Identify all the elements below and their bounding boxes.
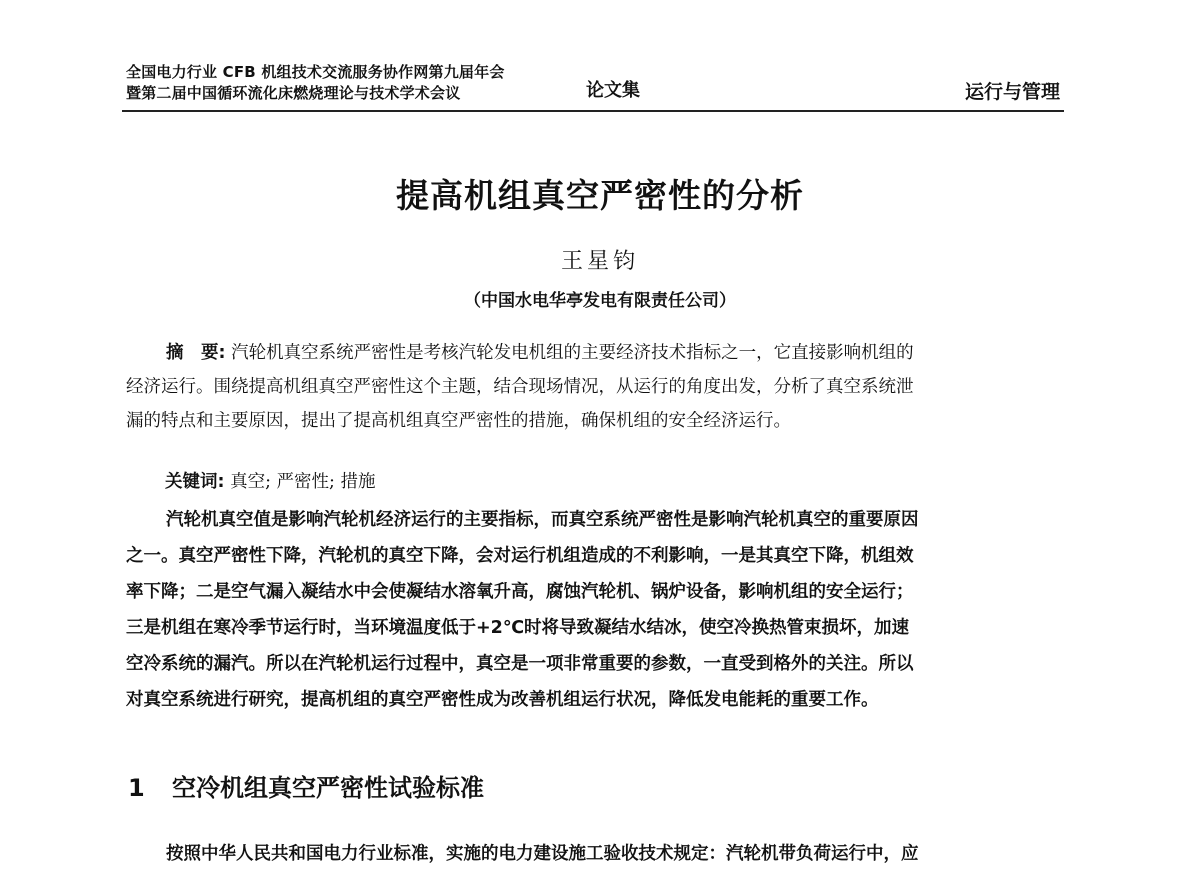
section-paragraph: [126, 836, 1066, 872]
author-affiliation: （中国水电华亭发电有限责任公司）: [464, 291, 736, 311]
keywords: [165, 468, 376, 493]
section-number: 1: [128, 774, 145, 802]
abstract-line: 漏的特点和主要原因，提出了提高机组真空严密性的措施，确保机组的安全经济运行。: [126, 411, 791, 431]
abstract: [126, 336, 1066, 438]
abstract-label: 摘 要:: [166, 343, 226, 363]
author-name: 王星钧: [560, 249, 639, 274]
intro-line: 率下降；二是空气漏入凝结水中会使凝结水溶氧升高，腐蚀汽轮机、锅炉设备，影响机组的安全运行；: [126, 582, 914, 602]
keywords-text: 真空; 严密性; 措施: [230, 472, 376, 492]
collection-label: 论文集: [586, 80, 640, 101]
paper-title: 提高机组真空严密性的分析: [396, 176, 804, 215]
conference-name: [126, 62, 505, 104]
section-label: 运行与管理: [964, 81, 1060, 103]
intro-line: 汽轮机真空值是影响汽轮机经济运行的主要指标，而真空系统严密性是影响汽轮机真空的重要原因: [166, 510, 919, 530]
abstract-line-text: 汽轮机真空系统严密性是考核汽轮发电机组的主要经济技术指标之一，它直接影响机组的: [231, 343, 914, 363]
section-line: 按照中华人民共和国电力行业标准，实施的电力建设施工验收技术规定：汽轮机带负荷运行中，应: [166, 844, 919, 864]
conference-line-2: 暨第二届中国循环流化床燃烧理论与技术学术会议: [126, 84, 461, 102]
header-rule: [122, 110, 1064, 112]
conference-line-1: 全国电力行业 CFB 机组技术交流服务协作网第九届年会: [126, 63, 505, 81]
intro-line: 之一。真空严密性下降，汽轮机的真空下降，会对运行机组造成的不利影响，一是其真空下降，机组效: [126, 546, 914, 566]
intro-line: 对真空系统进行研究，提高机组的真空严密性成为改善机组运行状况，降低发电能耗的重要工作。: [126, 690, 879, 710]
keywords-label: 关键词:: [165, 472, 225, 492]
intro-line: 空冷系统的漏汽。所以在汽轮机运行过程中，真空是一项非常重要的参数，一直受到格外的关注。所以: [126, 654, 914, 674]
intro-line: 三是机组在寒冷季节运行时，当环境温度低于+2℃时将导致凝结水结冰，使空冷换热管束损坏，加速: [126, 618, 910, 638]
abstract-line: [126, 336, 1066, 370]
abstract-line: 经济运行。围绕提高机组真空严密性这个主题，结合现场情况，从运行的角度出发，分析了真空系统泄: [126, 377, 914, 397]
section-title: 空冷机组真空严密性试验标准: [172, 774, 484, 802]
intro-paragraph: [126, 502, 1066, 718]
section-heading: [128, 768, 484, 803]
